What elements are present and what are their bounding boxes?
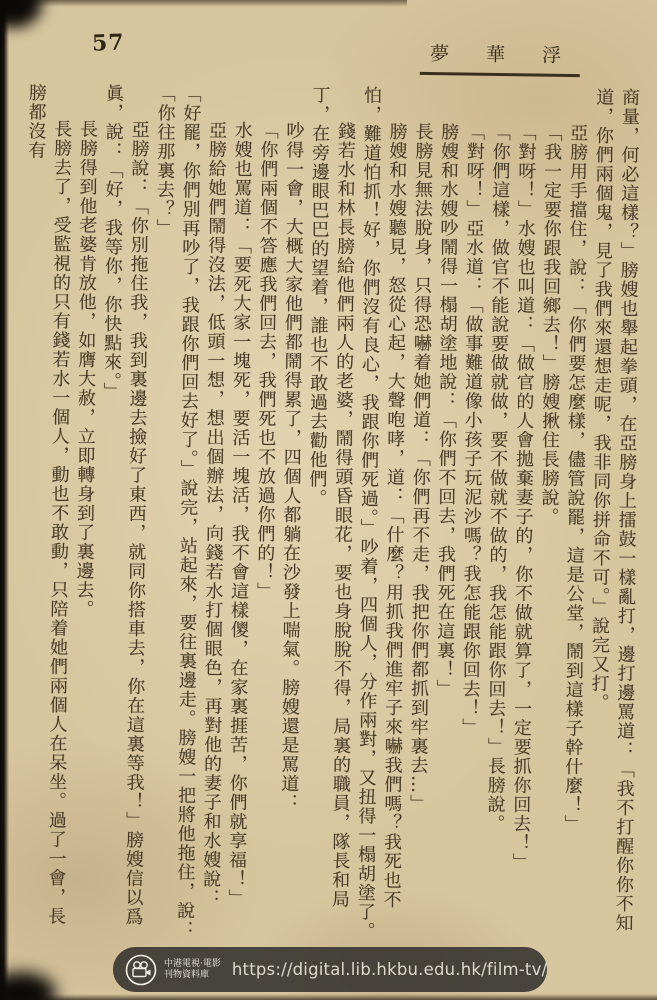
- scan-edge-bottom: [0, 994, 657, 1000]
- paragraph: 長膀見無法脫身，只得恐嚇着她們道：「你們再不走，我把你們都抓到牢裏去…」: [406, 122, 434, 814]
- paragraph: 「對呀！」亞水道：「做事難道像小孩子玩泥沙嗎？我怎能跟你回去！」: [459, 122, 485, 738]
- watermark-label-line2: 刊物資料庫: [164, 969, 210, 980]
- scan-corner-bottom-left: [0, 972, 56, 1000]
- watermark-label: [164, 959, 221, 981]
- watermark-url: https://digital.lib.hkbu.edu.hk/film-tv/: [231, 960, 548, 979]
- paragraph: 膀嫂和水嫂吵鬧得一榻胡塗地說：「你們不回去，我們死在這裏！」: [433, 122, 460, 699]
- paragraph: 吵得一會，大概大家他們都鬧得累了，四個人都躺在沙發上喘氣。膀嫂還是罵道：: [277, 121, 305, 813]
- scan-edge-top: [0, 0, 407, 7]
- paragraph: 膀嫂和水嫂聽見，怒從心起，大聲咆哮，道：「什麼？用抓我們進牢子來嚇我們嗎？我死也不怕，難道怕抓！好，你們沒有良心，我跟你們死過。」吵着，四個人，分作兩對，又扭得一榻胡塗了。: [354, 85, 408, 941]
- watermark-bar: [113, 947, 547, 992]
- paragraph: 「你們這樣，做官不能說要做就做，要不做就不做的，我怎能跟你回去！」長膀說。: [484, 122, 511, 834]
- paragraph: 長膀去了，受監視的只有錢若水一個人，動也不敢動，只陪着她們兩個人在呆坐。過了一會，長膀都沒有: [25, 83, 73, 926]
- paragraph: 水嫂也罵道：「要死大家一塊死，要活一塊活，我不會這樣儍，在家裏捱苦，你們就享福！」: [225, 120, 253, 909]
- book-title: 夢 華 浮: [420, 39, 581, 77]
- paragraph: 長膀得到他老婆肯放他，如膺大赦，立即轉身到了裏邊去。: [73, 119, 98, 619]
- paragraph: 「你們兩個不答應我們回去，我們死也不放過你們的！」: [253, 120, 279, 602]
- paragraph: 亞膀給她們鬧得沒法，低頭一想，想出個辦法，向錢若水打個眼色，再對他的妻子和水嫂說：「好罷，你們別再吵了，我跟你們回去好了。」說完，站起來，要往裏邊走。膀嫂一把將他拖住，說：「你往那裏去？」: [153, 84, 227, 940]
- paragraph: 商量，何必這樣？」膀嫂也舉起拳頭，在亞膀身上擂鼓一樣亂打，邊打邊罵道：「我不打醒你你不知道，你們兩個鬼，見了我們來還想走呢，我非同你拼命不可。」說完又打。: [588, 87, 641, 933]
- paragraph: 亞膀說：「你別拖住我，我到裏邊去撿好了東西，就同你搭車去，你在這裏等我！」膀嫂信以爲眞，說：「好，我等你，你快點來。」: [100, 83, 150, 927]
- page-number: 57: [91, 29, 126, 57]
- film-tv-logo-icon: [125, 954, 157, 986]
- paragraph: 「我一定要你跟我回鄉去！」膀嫂揪住長膀說。: [538, 123, 563, 527]
- scan-edge-left: [0, 0, 9, 1000]
- scan-corner-top-left: [0, 0, 42, 28]
- body-text: [16, 83, 642, 948]
- paragraph: 錢若水和林長膀給他們兩人的老婆，鬧得頭昏眼花，要也身脫脫不得，局裏的職員，隊長和局丁，在旁邊眼巴巴的望着，誰也不敢過去勸他們。: [306, 85, 356, 909]
- paragraph: 亞膀用手擋住，說：「你們要怎麼樣，儘管說罷，這是公堂，鬧到這樣子幹什麼！」: [561, 123, 589, 834]
- paragraph: 「對呀！」水嫂也叫道：「做官的人會拋棄妻子的，你不做就算了，一定要抓你回去！」: [509, 123, 537, 872]
- watermark-label-line1: 中港電視·電影: [164, 958, 221, 969]
